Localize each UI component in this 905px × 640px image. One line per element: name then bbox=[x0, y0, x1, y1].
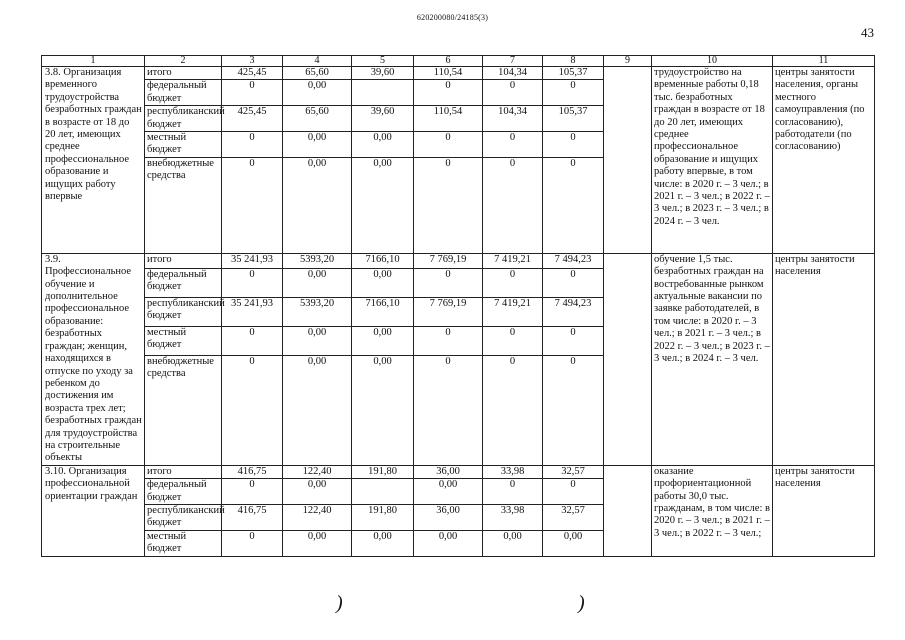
value-cell: 104,34 bbox=[483, 106, 543, 132]
value-cell: 36,00 bbox=[414, 504, 483, 530]
funding-source-cell: местный бюджет bbox=[145, 132, 222, 158]
value-cell: 416,75 bbox=[222, 465, 283, 478]
value-cell: 0,00 bbox=[283, 268, 352, 297]
value-cell: 0,00 bbox=[283, 157, 352, 253]
value-cell: 0,00 bbox=[483, 530, 543, 556]
value-cell: 7 769,19 bbox=[414, 297, 483, 326]
table-body bbox=[42, 56, 875, 557]
handwritten-mark: ) bbox=[578, 592, 585, 614]
page-number: 43 bbox=[861, 25, 874, 40]
value-cell: 39,60 bbox=[352, 106, 414, 132]
value-cell: 105,37 bbox=[543, 106, 604, 132]
funding-source-cell: внебюджетные средства bbox=[145, 355, 222, 465]
value-cell: 0 bbox=[483, 355, 543, 465]
value-cell: 0,00 bbox=[283, 80, 352, 106]
value-cell: 0 bbox=[222, 355, 283, 465]
value-cell: 0 bbox=[483, 326, 543, 355]
column-header: 4 bbox=[283, 56, 352, 67]
value-cell: 0 bbox=[414, 157, 483, 253]
funding-source-cell: республиканский бюджет bbox=[145, 504, 222, 530]
column-header: 7 bbox=[483, 56, 543, 67]
value-cell: 35 241,93 bbox=[222, 253, 283, 268]
value-cell: 104,34 bbox=[483, 67, 543, 80]
funding-source-cell: итого bbox=[145, 465, 222, 478]
value-cell: 0 bbox=[414, 80, 483, 106]
value-cell: 0,00 bbox=[352, 530, 414, 556]
empty-cell bbox=[604, 67, 652, 254]
value-cell: 0 bbox=[483, 268, 543, 297]
column-header: 11 bbox=[773, 56, 875, 67]
column-header: 6 bbox=[414, 56, 483, 67]
column-header: 9 bbox=[604, 56, 652, 67]
empty-cell bbox=[604, 465, 652, 556]
handwritten-mark: ) bbox=[336, 592, 343, 614]
column-header: 2 bbox=[145, 56, 222, 67]
result-cell: оказание профориентационной работы 30,0 тыс. гражданам, в том числе: в 2020 г. – 3 чел.; в 2021 г. – 3 чел.; в 2022 г. – 3 чел.; bbox=[652, 465, 773, 556]
funding-source-cell: внебюджетные средства bbox=[145, 157, 222, 253]
value-cell: 191,80 bbox=[352, 504, 414, 530]
measure-cell: 3.9. Профессиональное обучение и дополнительное профессиональное образование: безработных граждан; женщин, находящихся в отпуске по уходу за ребенком до достижения им возраста трех лет; безработных граждан для трудоустройства на строительные объекты bbox=[42, 253, 145, 465]
value-cell: 5393,20 bbox=[283, 297, 352, 326]
column-header: 1 bbox=[42, 56, 145, 67]
value-cell: 7 419,21 bbox=[483, 253, 543, 268]
value-cell: 0 bbox=[222, 530, 283, 556]
value-cell: 0 bbox=[414, 132, 483, 158]
executor-cell: центры занятости населения bbox=[773, 253, 875, 465]
value-cell: 110,54 bbox=[414, 67, 483, 80]
value-cell: 0 bbox=[483, 80, 543, 106]
funding-source-cell: федеральный бюджет bbox=[145, 479, 222, 505]
value-cell: 35 241,93 bbox=[222, 297, 283, 326]
value-cell: 0 bbox=[414, 268, 483, 297]
table-row bbox=[42, 465, 875, 478]
value-cell: 7 419,21 bbox=[483, 297, 543, 326]
value-cell: 32,57 bbox=[543, 504, 604, 530]
funding-source-cell: местный бюджет bbox=[145, 326, 222, 355]
column-header: 5 bbox=[352, 56, 414, 67]
table-row bbox=[42, 67, 875, 80]
value-cell: 0 bbox=[222, 132, 283, 158]
value-cell: 0,00 bbox=[352, 132, 414, 158]
value-cell: 36,00 bbox=[414, 465, 483, 478]
value-cell: 33,98 bbox=[483, 504, 543, 530]
value-cell: 0 bbox=[543, 157, 604, 253]
value-cell: 33,98 bbox=[483, 465, 543, 478]
value-cell: 7 769,19 bbox=[414, 253, 483, 268]
value-cell: 0 bbox=[222, 80, 283, 106]
value-cell: 65,60 bbox=[283, 106, 352, 132]
value-cell: 416,75 bbox=[222, 504, 283, 530]
measure-cell: 3.8. Организация временного трудоустройства безработных граждан в возрасте от 18 до 20 лет, имеющих среднее профессиональное образование и ищущих работу впервые bbox=[42, 67, 145, 254]
value-cell: 0,00 bbox=[283, 355, 352, 465]
funding-source-cell: республиканский бюджет bbox=[145, 106, 222, 132]
value-cell: 0 bbox=[222, 268, 283, 297]
value-cell: 32,57 bbox=[543, 465, 604, 478]
empty-cell bbox=[604, 253, 652, 465]
result-cell: трудоустройство на временные работы 0,18 тыс. безработных граждан в возрасте от 18 до 20 лет, имеющих среднее профессиональное образование и ищущих работу впервые, в том числе: в 2020 г. – 3 чел.; в 2021 г. – 3 чел.; в 2022 г. – 3 чел.; в 2023 г. – 3 чел.; в 2024 г. – 3 чел. bbox=[652, 67, 773, 254]
program-table bbox=[41, 55, 875, 557]
value-cell: 425,45 bbox=[222, 106, 283, 132]
funding-source-cell: федеральный бюджет bbox=[145, 80, 222, 106]
value-cell bbox=[352, 80, 414, 106]
value-cell: 0 bbox=[483, 479, 543, 505]
value-cell: 0,00 bbox=[543, 530, 604, 556]
value-cell: 0,00 bbox=[352, 326, 414, 355]
value-cell: 65,60 bbox=[283, 67, 352, 80]
funding-source-cell: итого bbox=[145, 67, 222, 80]
header-row bbox=[42, 56, 875, 67]
value-cell: 0 bbox=[222, 326, 283, 355]
value-cell: 0,00 bbox=[283, 530, 352, 556]
value-cell: 7166,10 bbox=[352, 253, 414, 268]
value-cell: 0,00 bbox=[352, 268, 414, 297]
value-cell: 105,37 bbox=[543, 67, 604, 80]
value-cell: 122,40 bbox=[283, 504, 352, 530]
value-cell: 7166,10 bbox=[352, 297, 414, 326]
value-cell: 110,54 bbox=[414, 106, 483, 132]
value-cell: 0 bbox=[414, 355, 483, 465]
column-header: 3 bbox=[222, 56, 283, 67]
value-cell: 0,00 bbox=[283, 479, 352, 505]
document-id: 620200080/24185(3) bbox=[416, 13, 489, 22]
value-cell: 0 bbox=[543, 479, 604, 505]
value-cell: 0,00 bbox=[414, 530, 483, 556]
value-cell: 0 bbox=[222, 157, 283, 253]
result-cell: обучение 1,5 тыс. безработных граждан на востребованные рынком актуальные вакансии по заявке работодателей, в том числе: в 2020 г. – 3 чел.; в 2021 г. – 3 чел.; в 2022 г. – 3 чел.; в 2023 г. – 3 чел.; в 2024 г. – 3 чел. bbox=[652, 253, 773, 465]
value-cell: 0 bbox=[543, 355, 604, 465]
value-cell: 0,00 bbox=[352, 355, 414, 465]
value-cell: 7 494,23 bbox=[543, 297, 604, 326]
funding-source-cell: федеральный бюджет bbox=[145, 268, 222, 297]
value-cell: 0 bbox=[543, 268, 604, 297]
value-cell: 425,45 bbox=[222, 67, 283, 80]
funding-source-cell: республиканский бюджет bbox=[145, 297, 222, 326]
value-cell: 39,60 bbox=[352, 67, 414, 80]
value-cell: 0 bbox=[483, 132, 543, 158]
executor-cell: центры занятости населения bbox=[773, 465, 875, 556]
value-cell: 0,00 bbox=[283, 132, 352, 158]
value-cell: 0 bbox=[414, 326, 483, 355]
value-cell: 0 bbox=[222, 479, 283, 505]
value-cell: 7 494,23 bbox=[543, 253, 604, 268]
funding-source-cell: итого bbox=[145, 253, 222, 268]
value-cell: 191,80 bbox=[352, 465, 414, 478]
value-cell: 0,00 bbox=[414, 479, 483, 505]
value-cell: 0 bbox=[543, 132, 604, 158]
value-cell: 0,00 bbox=[283, 326, 352, 355]
executor-cell: центры занятости населения, органы местного самоуправления (по согласованию), работодатели (по согласованию) bbox=[773, 67, 875, 254]
value-cell: 5393,20 bbox=[283, 253, 352, 268]
column-header: 10 bbox=[652, 56, 773, 67]
value-cell bbox=[352, 479, 414, 505]
value-cell: 0,00 bbox=[352, 157, 414, 253]
measure-cell: 3.10. Организация профессиональной ориентации граждан bbox=[42, 465, 145, 556]
value-cell: 0 bbox=[483, 157, 543, 253]
value-cell: 122,40 bbox=[283, 465, 352, 478]
funding-source-cell: местный бюджет bbox=[145, 530, 222, 556]
value-cell: 0 bbox=[543, 80, 604, 106]
value-cell: 0 bbox=[543, 326, 604, 355]
column-header: 8 bbox=[543, 56, 604, 67]
table-row bbox=[42, 253, 875, 268]
